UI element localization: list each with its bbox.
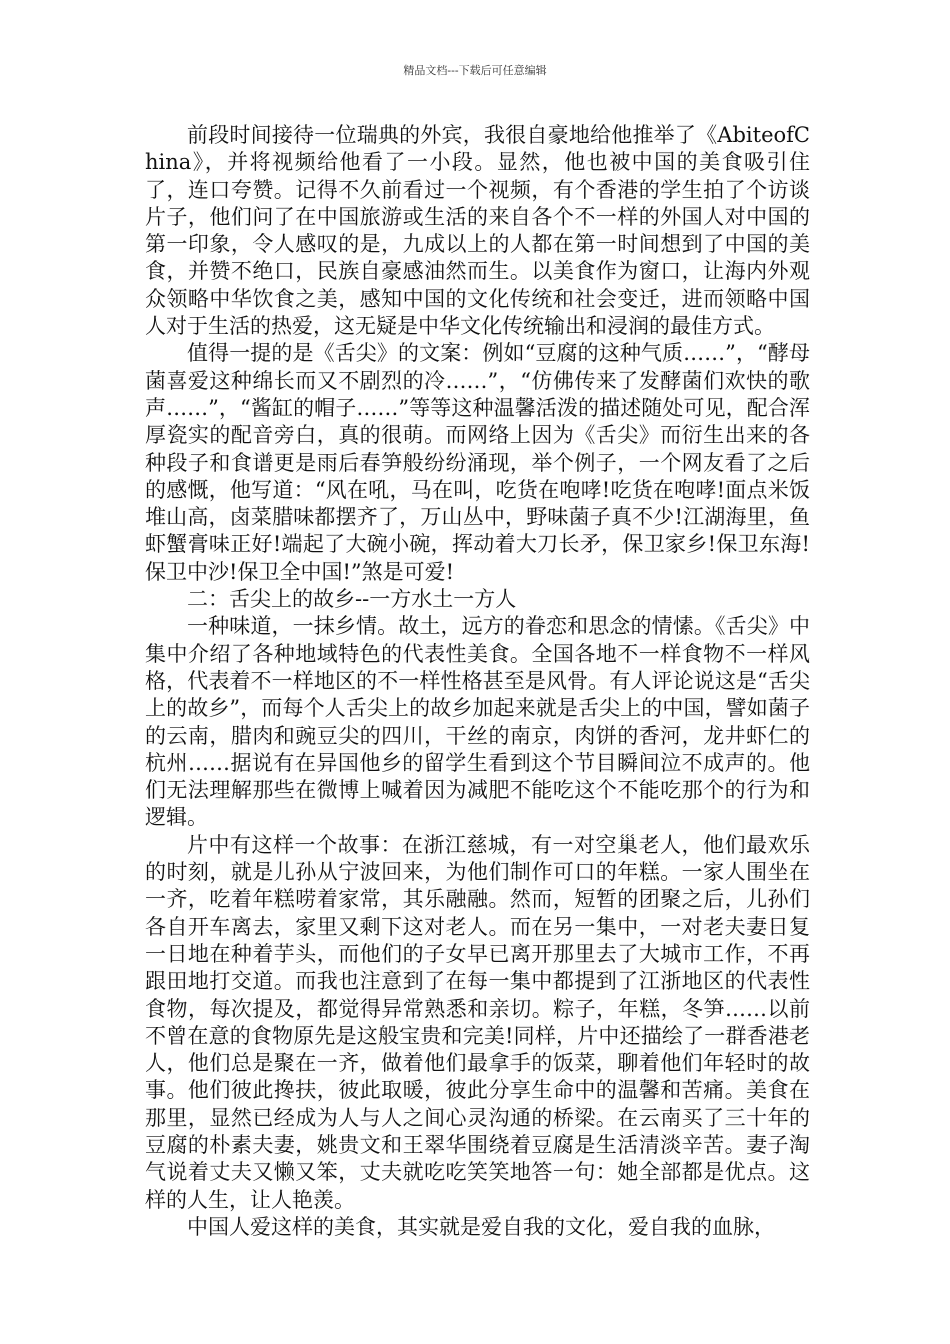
paragraph-intro: 前段时间接待一位瑞典的外宾，我很自豪地给他推举了《AbiteofChina》，并将视频给他看了一小段。显然，他也被中国的美食吸引住了，连口夸赞。记得不久前看过一个视频，有个香港的学生拍了个访谈片子，他们问了在中国旅游或生活的来自各个不一样的外国人对中国的第一印象，令人感叹的是，九成以上的人都在第一时间想到了中国的美食，并赞不绝口，民族自豪感油然而生。以美食作为窗口，让海内外观众领略中华饮食之美，感知中国的文化传统和社会变迁，进而领略中国人对于生活的热爱，这无疑是中华文化传统输出和浸润的最佳方式。: [145, 123, 810, 339]
section-heading: 二：舌尖上的故乡--一方水土一方人: [187, 587, 517, 612]
paragraph-closing: 中国人爱这样的美食，其实就是爱自我的文化，爱自我的血脉，: [187, 1214, 775, 1239]
paragraph-hometown: 一种味道，一抹乡情。故土，远方的眷恋和思念的情愫。《舌尖》中集中介绍了各种地域特色的代表性美食。全国各地不一样食物不一样风格，代表着不一样地区的不一样性格甚至是风骨。有人评论说这是“舌尖上的故乡”，而每个人舌尖上的故乡加起来就是舌尖上的中国，譬如菌子的云南，腊肉和豌豆尖的四川，干丝的南京，肉饼的香河，龙井虾仁的杭州……据说有在异国他乡的留学生看到这个节目瞬间泣不成声的。他们无法理解那些在微博上喊着因为减肥不能吃这个不能吃那个的行为和逻辑。: [145, 614, 810, 830]
paragraph-copywriting: 值得一提的是《舌尖》的文案：例如“豆腐的这种气质……”，“酵母菌喜爱这种绵长而又不剧烈的冷……”，“仿佛传来了发酵菌们欢快的歌声……”，“酱缸的帽子……”等等这种温馨活泼的描述随处可见，配合浑厚瓷实的配音旁白，真的很萌。而网络上因为《舌尖》而衍生出来的各种段子和食谱更是雨后春笋般纷纷涌现，举个例子，一个网友看了之后的感慨，他写道：“风在吼，马在叫，吃货在咆哮!吃货在咆哮!面点米饭堆山高，卤菜腊味都摆齐了，万山丛中，野味菌子真不少!江湖海里，鱼虾蟹膏味正好!端起了大碗小碗，挥动着大刀长矛，保卫家乡!保卫东海!保卫中沙!保卫全中国!”煞是可爱!: [145, 341, 810, 584]
document-body: [145, 122, 810, 1241]
page-header: 精品文档---下载后可任意编辑: [403, 64, 547, 77]
paragraph-story: 片中有这样一个故事：在浙江慈城，有一对空巢老人，他们最欢乐的时刻，就是儿孙从宁波回来，为他们制作可口的年糕。一家人围坐在一齐，吃着年糕唠着家常，其乐融融。然而，短暂的团聚之后，儿孙们各自开车离去，家里又剩下这对老人。而在另一集中，一对老夫妻日复一日地在种着芋头，而他们的子女早已离开那里去了大城市工作，不再跟田地打交道。而我也注意到了在每一集中都提到了江浙地区的代表性食物，每次提及，都觉得异常熟悉和亲切。粽子，年糕，冬笋……以前不曾在意的食物原先是这般宝贵和完美!同样，片中还描绘了一群香港老人，他们总是聚在一齐，做着他们最拿手的饭菜，聊着他们年轻时的故事。他们彼此搀扶，彼此取暖，彼此分享生命中的温馨和苦痛。美食在那里，显然已经成为人与人之间心灵沟通的桥梁。在云南买了三十年的豆腐的朴素夫妻，姚贵文和王翠华围绕着豆腐是生活清淡辛苦。妻子淘气说着丈夫又懒又笨，丈夫就吃吃笑笑地答一句：她全部都是优点。这样的人生，让人艳羡。: [145, 832, 810, 1212]
